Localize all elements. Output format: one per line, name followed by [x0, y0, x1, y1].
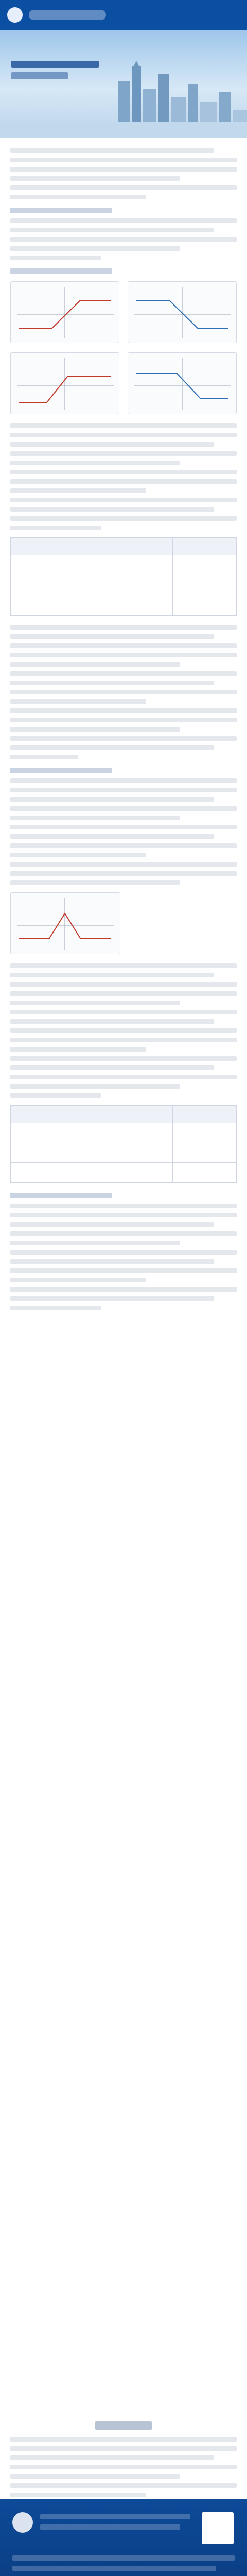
top-bar [0, 0, 247, 30]
paragraph [10, 218, 237, 260]
data-table [10, 1105, 237, 1183]
section-heading [10, 768, 112, 773]
payoff-figure [10, 352, 119, 414]
skyline-illustration [0, 61, 247, 138]
article-intro [10, 148, 237, 199]
paragraph [10, 778, 237, 885]
section-heading [10, 268, 112, 274]
paragraph [10, 423, 237, 530]
paragraph [10, 963, 237, 1098]
figure-row [10, 352, 237, 414]
paragraph [10, 625, 237, 759]
brand-logo [7, 7, 23, 23]
footer-logo [12, 2512, 33, 2533]
hero-banner [0, 30, 247, 138]
paragraph [10, 1204, 237, 1310]
footer-banner [0, 2499, 247, 2576]
qr-code [202, 2512, 234, 2544]
payoff-figure [10, 892, 120, 954]
disclaimer-section [10, 2421, 237, 2502]
figure-row [10, 281, 237, 343]
article-body [10, 148, 237, 1317]
section-heading [10, 1193, 112, 1198]
payoff-figure [128, 281, 237, 343]
data-table [10, 537, 237, 616]
brand-name [29, 10, 106, 20]
disclaimer-title [95, 2421, 152, 2430]
section-heading [10, 208, 112, 213]
payoff-figure [128, 352, 237, 414]
payoff-figure [10, 281, 119, 343]
figure-row [10, 892, 237, 954]
